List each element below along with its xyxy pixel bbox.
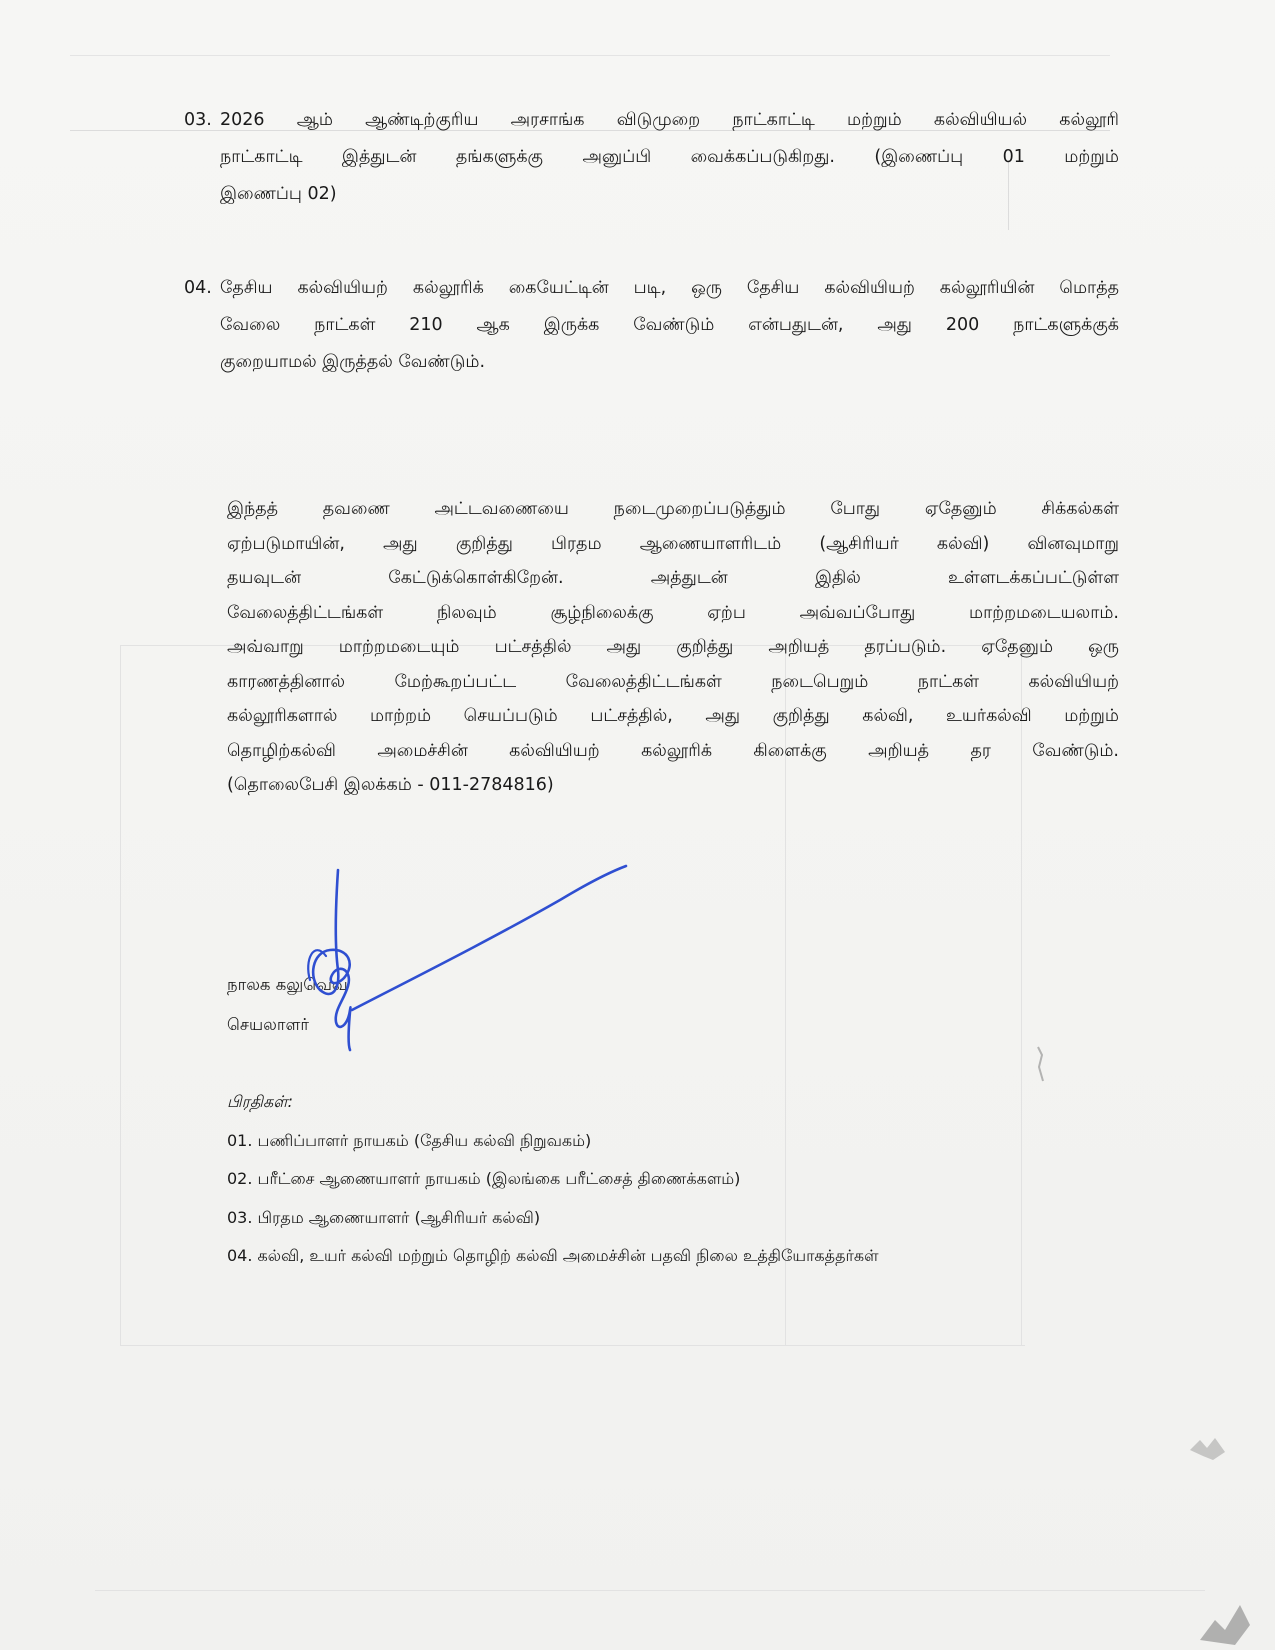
bleed-through-line <box>120 645 121 1345</box>
signatory-name: நாலக கலுவெவ <box>227 975 348 994</box>
item-number: 04. <box>184 278 212 298</box>
copy-recipient: 02. பரீட்சை ஆணையாளர் நாயகம் (இலங்கை பரீட்சைத் திணைக்களம்) <box>227 1169 741 1188</box>
paragraph-line: 2026 ஆம் ஆண்டிற்குரிய அரசாங்க விடுமுறை நாட்காட்டி மற்றும் கல்வியியல் கல்லூரி <box>220 110 1119 130</box>
copies-label: பிரதிகள்: <box>227 1092 294 1111</box>
numbered-paragraph-04 <box>184 270 1119 381</box>
paragraph-line: நாட்காட்டி இத்துடன் தங்களுக்கு அனுப்பி வைக்கப்படுகிறது. (இணைப்பு 01 மற்றும் <box>220 147 1119 167</box>
numbered-paragraph-03 <box>184 102 1119 213</box>
paragraph-line: இணைப்பு 02) <box>220 184 337 204</box>
paragraph-line: இந்தத் தவணை அட்டவணையை நடைமுறைப்படுத்தும் போது ஏதேனும் சிக்கல்கள் <box>227 499 1119 519</box>
paragraph-line: கல்லூரிகளால் மாற்றம் செயப்படும் பட்சத்தில், அது குறித்து கல்வி, உயர்கல்வி மற்றும் <box>227 706 1119 726</box>
paragraph-line: தயவுடன் கேட்டுக்கொள்கிறேன். அத்துடன் இதில் உள்ளடக்கப்பட்டுள்ள <box>227 568 1119 588</box>
item-number: 03. <box>184 110 212 130</box>
closing-paragraph <box>227 492 1119 803</box>
scan-speck <box>1185 1430 1235 1470</box>
scan-speck <box>1195 1600 1255 1650</box>
paragraph-line: அவ்வாறு மாற்றமடையும் பட்சத்தில் அது குறித்து அறியத் தரப்படும். ஏதேனும் ஒரு <box>227 637 1119 657</box>
copy-recipient: 04. கல்வி, உயர் கல்வி மற்றும் தொழிற் கல்வி அமைச்சின் பதவி நிலை உத்தியோகத்தர்கள் <box>227 1246 879 1265</box>
handwritten-signature <box>290 860 670 1060</box>
paragraph-line: தொழிற்கல்வி அமைச்சின் கல்வியியற் கல்லூரிக் கிளைக்கு அறியத் தர வேண்டும். <box>227 740 1119 761</box>
bleed-through-line <box>95 1590 1205 1591</box>
paragraph-line: காரணத்தினால் மேற்கூறப்பட்ட வேலைத்திட்டங்கள் நடைபெறும் நாட்கள் கல்வியியற் <box>227 671 1119 692</box>
bleed-through-line <box>70 55 1110 56</box>
scan-speck <box>1030 1045 1050 1085</box>
copy-recipient: 03. பிரதம ஆணையாளர் (ஆசிரியர் கல்வி) <box>227 1207 541 1227</box>
copy-recipient: 01. பணிப்பாளர் நாயகம் (தேசிய கல்வி நிறுவகம்) <box>227 1130 592 1150</box>
paragraph-line: வேலை நாட்கள் 210 ஆக இருக்க வேண்டும் என்பதுடன், அது 200 நாட்களுக்குக் <box>220 315 1119 335</box>
signatory-title: செயலாளர் <box>227 1015 309 1034</box>
paragraph-line: ஏற்படுமாயின், அது குறித்து பிரதம ஆணையாளரிடம் (ஆசிரியர் கல்வி) வினவுமாறு <box>227 533 1119 554</box>
bleed-through-line <box>120 1345 1025 1346</box>
paragraph-line: வேலைத்திட்டங்கள் நிலவும் சூழ்நிலைக்கு ஏற்ப அவ்வப்போது மாற்றமடையலாம். <box>227 602 1119 623</box>
paragraph-line: குறையாமல் இருத்தல் வேண்டும். <box>220 352 486 372</box>
copies-block <box>227 1083 879 1276</box>
paragraph-line: தேசிய கல்வியியற் கல்லூரிக் கையேட்டின் படி, ஒரு தேசிய கல்வியியற் கல்லூரியின் மொத்த <box>220 278 1119 298</box>
paragraph-line: (தொலைபேசி இலக்கம் - 011-2784816) <box>227 775 554 795</box>
